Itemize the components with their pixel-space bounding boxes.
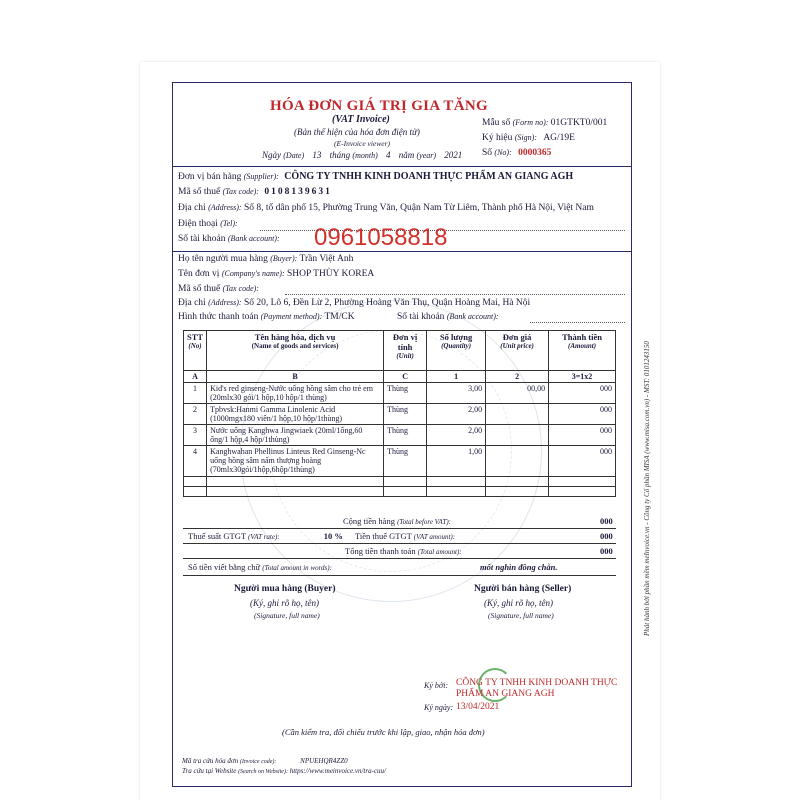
invoice-title: HÓA ĐƠN GIÁ TRỊ GIA TĂNG bbox=[270, 98, 488, 114]
signed-by: CÔNG TY TNHH KINH DOANH THỰC PHẨM AN GIANG AGH bbox=[456, 678, 618, 699]
signed-by-label: Ký bởi: bbox=[424, 681, 449, 690]
code-row: A B C 1 2 3=1x2 bbox=[184, 371, 616, 383]
lookup-code: Mã tra cứu hóa đơn (Invoice code): NPUEHQR4ZZ0 bbox=[182, 757, 348, 765]
table-row-empty bbox=[184, 487, 616, 497]
payment-method: Hình thức thanh toán (Payment method): TM/CK Số tài khoản (Bank account): bbox=[178, 312, 499, 322]
col-amount: Thành tiền (Amount) bbox=[549, 331, 616, 371]
supplier-tel: Điện thoại (Tel): bbox=[178, 219, 238, 229]
vat-amount-value: 000 bbox=[600, 531, 613, 541]
form-no: Mẫu số (Form no): 01GTKT0/001 bbox=[482, 118, 608, 128]
lookup-website: Tra cứu tại Website (Search on Website): https://www.meinvoice.vn/tra-cuu/ bbox=[182, 767, 386, 775]
invoice-subtitle: (Bản thể hiện của hóa đơn điện tử) bbox=[294, 127, 420, 137]
buyer-name: Họ tên người mua hàng (Buyer): Trần Việt Anh bbox=[178, 254, 354, 264]
table-row: 4 Kanghwahan Phellinus Linteus Red Ginseng-Nc uống hồng sâm nấm thượng hoàng (70mlx30gói/1hộp,6hộp/1thùng) Thùng 1,00 000 bbox=[184, 446, 616, 477]
invoice-date: Ngày (Date) 13 tháng (month) 4 năm (year) 2021 bbox=[262, 150, 463, 160]
seller-signature-note: (Ký, ghi rõ họ, tên) bbox=[484, 598, 553, 608]
seller-signature-title: Người bán hàng (Seller) bbox=[474, 584, 572, 594]
vat-amount-label: Tiền thuế GTGT (VAT amount): bbox=[355, 531, 456, 541]
phone-overlay: 0961058818 bbox=[314, 224, 448, 251]
col-qty: Số lượng (Quantity) bbox=[427, 331, 486, 371]
amount-in-words-value: mốt nghìn đồng chẵn. bbox=[480, 562, 558, 572]
table-row: 1 Kid's red ginseng-Nước uống hồng sâm cho trẻ em (20mlx30 gói/1 hộp,10 hộp/1 thùng) Thùng 3,00 00,00 000 bbox=[184, 383, 616, 404]
buyer-signature-note-en: (Signature, full name) bbox=[254, 611, 320, 620]
col-no: STT (No) bbox=[184, 331, 207, 371]
buyer-address: Địa chỉ (Address): Số 20, Lô 6, Đền Lừ 2, Phường Hoàng Văn Thụ, Quận Hoàng Mai, Hà Nội bbox=[178, 298, 531, 308]
col-name: Tên hàng hóa, dịch vụ (Name of goods and services) bbox=[207, 331, 384, 371]
supplier-tax-code: Mã số thuế (Tax code): 0108139631 bbox=[178, 187, 332, 197]
invoice-number: Số (No): 0000365 bbox=[482, 148, 552, 158]
total-value: 000 bbox=[600, 546, 613, 556]
footer-note: (Cần kiểm tra, đối chiếu trước khi lập, giao, nhận hóa đơn) bbox=[282, 727, 485, 737]
supplier-address: Địa chỉ (Address): Số 8, tổ dân phố 15, Phường Trung Văn, Quận Nam Từ Liêm, Thành phố Hà Nội, Việt Nam bbox=[178, 203, 594, 213]
vat-rate: Thuế suất GTGT (VAT rate): 10 % bbox=[188, 531, 343, 541]
invoice-subtitle-en: (E-Invoice viewer) bbox=[334, 139, 391, 148]
col-unit: Đơn vị tính (Unit) bbox=[384, 331, 427, 371]
total-label: Tổng tiền thanh toán (Total amount): bbox=[345, 546, 462, 556]
buyer-signature-title: Người mua hàng (Buyer) bbox=[234, 584, 336, 594]
table-row-empty bbox=[184, 477, 616, 487]
buyer-tax-code: Mã số thuế (Tax code): bbox=[178, 284, 259, 294]
subtotal-value: 000 bbox=[600, 516, 613, 526]
items-table bbox=[183, 330, 616, 497]
side-publisher-text: Phát hành bởi phần mềm meInvoice.vn - Công ty Cổ phần MISA (www.misa.com.vn) - MST: 0101243150 bbox=[643, 341, 651, 636]
signed-date: 13/04/2021 bbox=[456, 702, 500, 712]
supplier-bank: Số tài khoản (Bank account): bbox=[178, 234, 280, 244]
signed-date-label: Ký ngày: bbox=[424, 703, 454, 712]
col-price: Đơn giá (Unit price) bbox=[486, 331, 549, 371]
invoice-title-en: (VAT Invoice) bbox=[332, 114, 390, 125]
sign-code: Ký hiệu (Sign): AG/19E bbox=[482, 133, 575, 143]
seller-signature-note-en: (Signature, full name) bbox=[488, 611, 554, 620]
table-row: 2 Tpbvsk:Hanmi Gamma Linolenic Acid (1000mgx180 viên/1 hộp,10 hộp/1thùng) Thùng 2,00 000 bbox=[184, 404, 616, 425]
divider bbox=[173, 251, 631, 252]
divider bbox=[173, 166, 631, 167]
table-row: 3 Nước uống Kanghwa Jingwiaek (20ml/1ống,60 ống/1 hộp,4 hộp/1thùng) Thùng 2,00 000 bbox=[184, 425, 616, 446]
subtotal-label: Cộng tiền hàng (Total before VAT): bbox=[343, 516, 451, 526]
supplier-name: Đơn vị bán hàng (Supplier): CÔNG TY TNHH KINH DOANH THỰC PHẨM AN GIANG AGH bbox=[178, 171, 574, 182]
buyer-signature-note: (Ký, ghi rõ họ, tên) bbox=[250, 598, 319, 608]
amount-in-words: Số tiền viết bằng chữ (Total amount in words): bbox=[188, 562, 332, 572]
buyer-company: Tên đơn vị (Company's name): SHOP THÙY KOREA bbox=[178, 269, 375, 279]
